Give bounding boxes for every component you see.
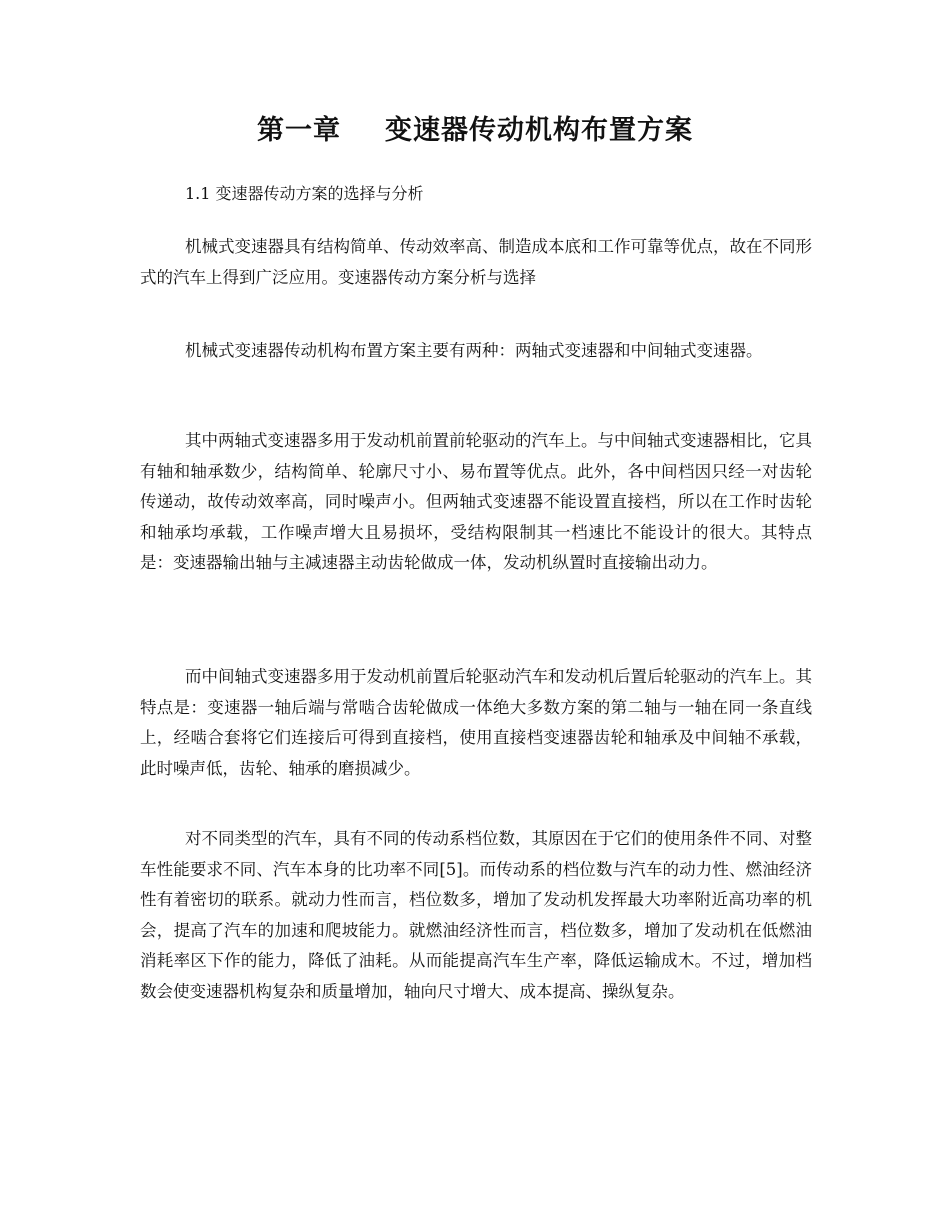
paragraph-5: 对不同类型的汽车，具有不同的传动系档位数，其原因在于它们的使用条件不同、对整车性能要求不同、汽车本身的比功率不同[5]。而传动系的档位数与汽车的动力性、燃油经济性有着密切的联系。就动力性而言，档位数多，增加了发动机发挥最大功率附近高功率的机会，提高了汽车的加速和爬坡能力。就燃油经济性而言，档位数多，增加了发动机在低燃油消耗率区下作的能力，降低了油耗。从而能提高汽车生产率，降低运输成木。不过，增加档数会使变速器机构复杂和质量增加，轴向尺寸增大、成本提高、操纵复杂。 (140, 829, 812, 1001)
paragraph-3: 其中两轴式变速器多用于发动机前置前轮驱动的汽车上。与中间轴式变速器相比，它具有轴和轴承数少，结构简单、轮廓尺寸小、易布置等优点。此外，各中间档因只经一对齿轮传递动，故传动效率高，同时噪声小。但两轴式变速器不能设置直接档，所以在工作时齿轮和轴承均承载，工作噪声增大且易损坏，受结构限制其一档速比不能设计的很大。其特点是：变速器输出轴与主减速器主动齿轮做成一体，发动机纵置时直接输出动力。 (140, 431, 812, 573)
paragraph-2: 机械式变速器传动机构布置方案主要有两种：两轴式变速器和中间轴式变速器。 (185, 341, 763, 360)
chapter-title-text: 变速器传动机构布置方案 (385, 115, 693, 146)
paragraph-4: 而中间轴式变速器多用于发动机前置后轮驱动汽车和发动机后置后轮驱动的汽车上。其特点是：变速器一轴后端与常啮合齿轮做成一体绝大多数方案的第二轴与一轴在同一条直线上，经啮合套将它们连接后可得到直接档，使用直接档变速器齿轮和轴承及中间轴不承载，此时噪声低，齿轮、轴承的磨损减少。 (140, 667, 812, 778)
paragraph-1: 机械式变速器具有结构简单、传动效率高、制造成本底和工作可靠等优点，故在不同形式的汽车上得到广泛应用。变速器传动方案分析与选择 (140, 237, 812, 287)
section-heading: 1.1 变速器传动方案的选择与分析 (185, 184, 424, 203)
chapter-number: 第一章 (257, 115, 341, 146)
chapter-title (0, 113, 950, 149)
